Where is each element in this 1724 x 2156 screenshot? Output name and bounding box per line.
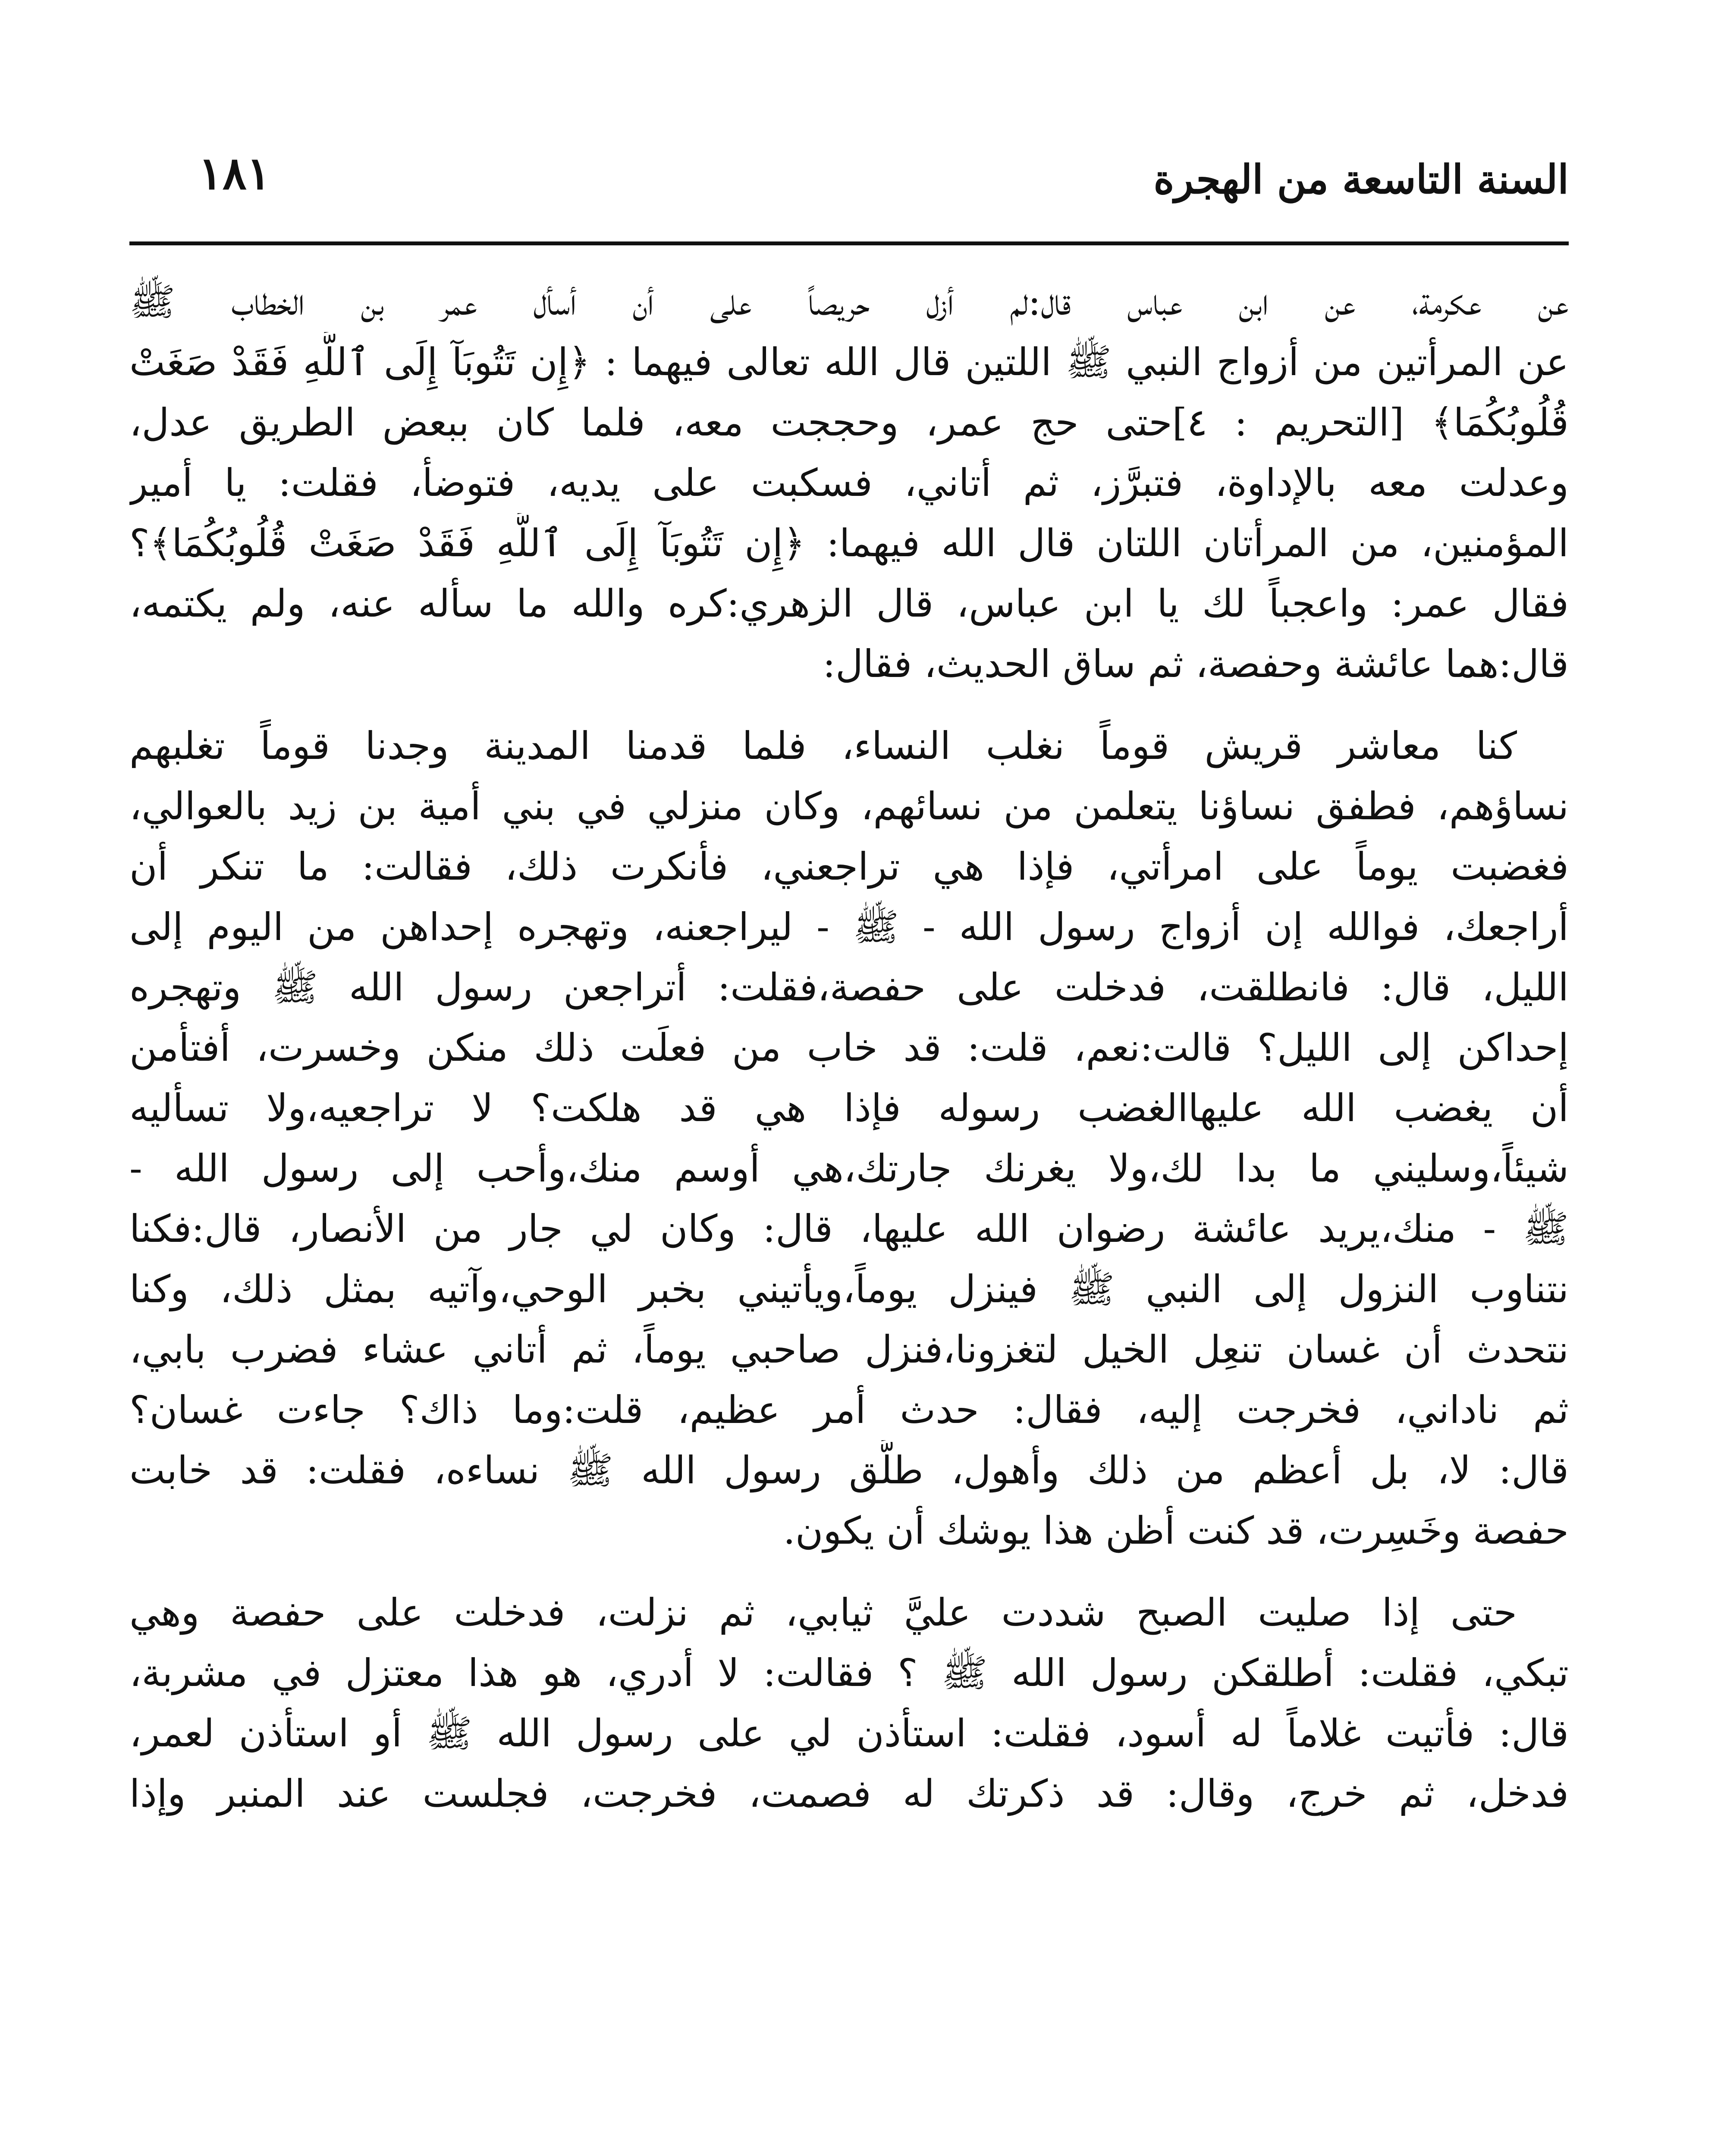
running-header [129, 142, 1569, 229]
text-line: ثم ناداني، فخرجت إليه، فقال: حدث أمر عظيم، قلت:وما ذاك؟ جاءت غسان؟ [129, 1388, 1569, 1432]
text-line: قال: لا، بل أعظم من ذلك وأهول، طلَّق رسول الله ﷺ نساءه، فقلت: قد خابت [129, 1448, 1569, 1492]
text-line: فغضبت يوماً على امرأتي، فإذا هي تراجعني، فأنكرت ذلك، فقالت: ما تنكر أن [129, 844, 1569, 889]
text-line: وعدلت معه بالإداوة، فتبرَّز، ثم أتاني، فسكبت على يديه، فتوضأ، فقلت: يا أمير [129, 461, 1569, 505]
text-line: فدخل، ثم خرج، وقال: قد ذكرتك له فصمت، فخرجت، فجلست عند المنبر وإذا [129, 1771, 1569, 1816]
text-line: الليل، قال: فانطلقت، فدخلت على حفصة،فقلت: أتراجعن رسول الله ﷺ وتهجره [129, 965, 1569, 1009]
text-line: قال: فأتيت غلاماً له أسود، فقلت: استأذن لي على رسول الله ﷺ أو استأذن لعمر، [129, 1711, 1569, 1755]
paragraph-3 [129, 1583, 1569, 1824]
text-line: أراجعك، فوالله إن أزواج رسول الله - ﷺ - ليراجعنه، وتهجره إحداهن من اليوم إلى [129, 905, 1569, 949]
text-line: قال:هما عائشة وحفصة، ثم ساق الحديث، فقال: [823, 642, 1569, 686]
text-line: أن يغضب الله عليهاالغضب رسوله فإذا هي قد هلكت؟ لا تراجعيه،ولا تسأليه [129, 1086, 1569, 1130]
body-text [129, 272, 1569, 1824]
text-line: قُلُوبُكُمَا﴾ [التحريم : ٤]حتى حج عمر، وحججت معه، فلما كان ببعض الطريق عدل، [129, 400, 1569, 445]
text-line: نتحدث أن غسان تنعِل الخيل لتغزونا،فنزل صاحبي يوماً، ثم أتاني عشاء فضرب بابي، [129, 1327, 1569, 1372]
chapter-running-title: السنة التاسعة من الهجرة [1153, 156, 1569, 203]
text-line: ﷺ - منك،يريد عائشة رضوان الله عليها، قال: وكان لي جار من الأنصار، قال:فكنا [129, 1206, 1569, 1251]
text-line: حتى إذا صليت الصبح شددت عليَّ ثيابي، ثم نزلت، فدخلت على حفصة وهي [129, 1590, 1517, 1635]
header-rule [129, 241, 1569, 245]
text-line: المؤمنين، من المرأتان اللتان قال الله فيهما: ﴿إِن تَتُوبَآ إِلَى ٱللَّهِ فَقَدْ صَغَتْ قُلُوبُكُمَا﴾؟ [129, 521, 1569, 565]
text-line: نتناوب النزول إلى النبي ﷺ فينزل يوماً،ويأتيني بخبر الوحي،وآتيه بمثل ذلك، وكنا [129, 1267, 1569, 1311]
paragraph-2 [129, 716, 1569, 1561]
text-line: عن المرأتين من أزواج النبي ﷺ اللتين قال الله تعالى فيهما : ﴿إِن تَتُوبَآ إِلَى ٱللَّهِ فَقَدْ صَغَتْ [129, 340, 1569, 384]
text-line: كنا معاشر قريش قوماً نغلب النساء، فلما قدمنا المدينة وجدنا قوماً تغلبهم [129, 724, 1517, 768]
text-line: إحداكن إلى الليل؟ قالت:نعم، قلت: قد خاب من فعلَت ذلك منكن وخسرت، أفتأمن [129, 1025, 1569, 1070]
text-line: عن عكرمة، عن ابن عباس قال:لم أزل حريصاً على أن أسأل عمر بن الخطاب ﷺ [129, 279, 1569, 324]
text-line: فقال عمر: واعجباً لك يا ابن عباس، قال الزهري:كره والله ما سأله عنه، ولم يكتمه، [129, 581, 1569, 626]
page-number: ١٨١ [198, 147, 271, 200]
paragraph-1 [129, 272, 1569, 694]
text-line: نساؤهم، فطفق نساؤنا يتعلمن من نسائهم، وكان منزلي في بني أمية بن زيد بالعوالي، [129, 784, 1569, 828]
text-line: حفصة وخَسِرت، قد كنت أظن هذا يوشك أن يكون. [783, 1508, 1569, 1553]
text-line: تبكي، فقلت: أطلقكن رسول الله ﷺ ؟ فقالت: لا أدري، هو هذا معتزل في مشربة، [129, 1651, 1569, 1695]
text-line: شيئاً،وسليني ما بدا لك،ولا يغرنك جارتك،هي أوسم منك،وأحب إلى رسول الله - [129, 1146, 1569, 1191]
